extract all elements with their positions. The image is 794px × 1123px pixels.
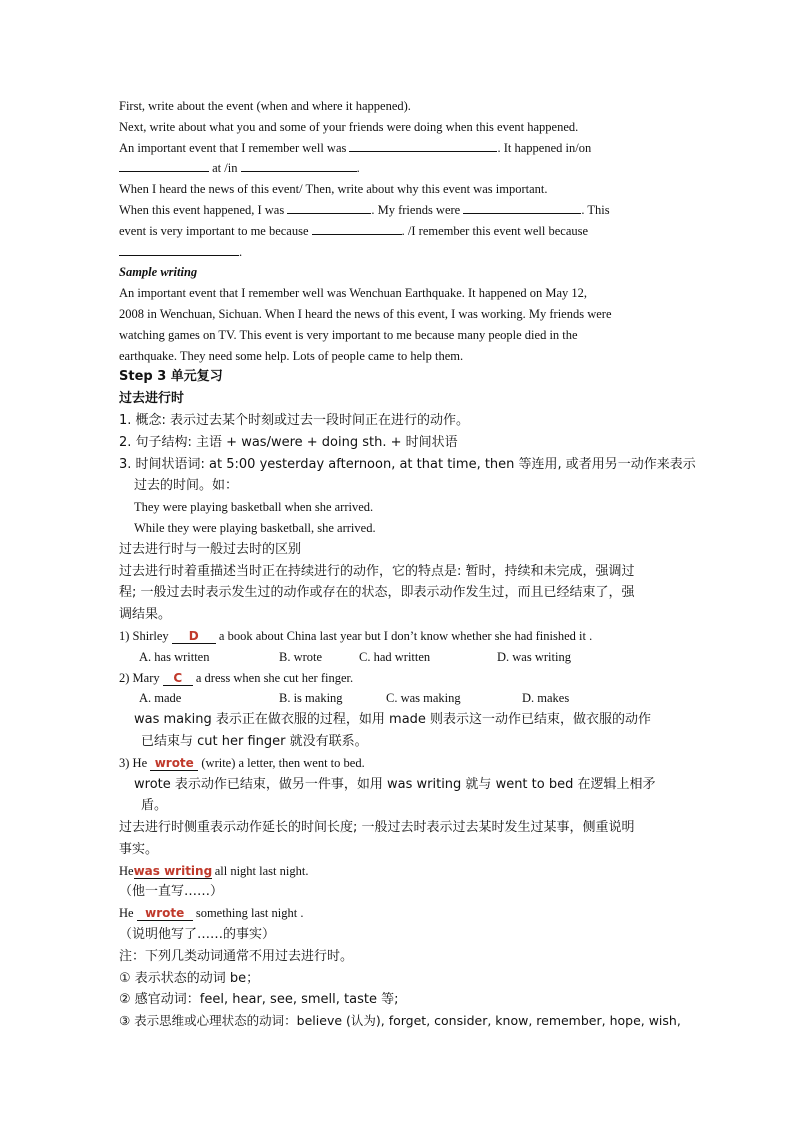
time-adverbial-item-cont: 过去的时间。如：: [134, 478, 239, 494]
blank-important-because[interactable]: [312, 222, 402, 235]
question-3-note: 盾。: [141, 798, 168, 814]
focus-example-1-note: （他一直写……）: [119, 884, 224, 900]
sample-heading: Sample writing: [119, 265, 198, 280]
example-sentence: They were playing basketball when she arrived.: [134, 500, 374, 515]
answer-blank[interactable]: D: [172, 629, 216, 644]
notes-item: ① 表示状态的动词 be；: [119, 970, 260, 986]
blank-friends-were[interactable]: [463, 201, 581, 214]
answer-blank[interactable]: wrote: [137, 906, 193, 921]
focus-text: 事实。: [119, 841, 159, 857]
question-2: 2) Mary C a dress when she cut her finger.: [119, 670, 354, 685]
sample-paragraph-line: earthquake. They need some help. Lots of people came to help them.: [119, 348, 464, 363]
question-3-note: wrote 表示动作已结束，做另一件事，如用 was writing 就与 went to bed 在逻辑上相矛: [134, 776, 656, 792]
sample-paragraph-line: watching games on TV. This event is very important to me because many people died in the: [119, 327, 578, 342]
answer-blank[interactable]: wrote: [150, 756, 198, 771]
instruction-line: Next, write about what you and some of your friends were doing when this event happened.: [119, 119, 579, 134]
blank-place[interactable]: [241, 159, 357, 172]
template-line: .: [119, 242, 679, 263]
option-a: A. has written: [139, 649, 210, 664]
sample-paragraph-line: 2008 in Wenchuan, Sichuan. When I heard the news of this event, I was working. My friends were: [119, 306, 612, 321]
blank-date[interactable]: [119, 159, 209, 172]
notes-title: 注：下列几类动词通常不用过去进行时。: [119, 948, 354, 964]
answer-blank[interactable]: was writing: [133, 863, 213, 878]
focus-text: 过去进行时侧重表示动作延长的时间长度; 一般过去时表示过去某时发生过某事，侧重说明: [119, 820, 635, 836]
instruction-line: When I heard the news of this event/ Then, write about why this event was important.: [119, 182, 548, 197]
focus-example-2: He wrote something last night .: [119, 906, 304, 921]
question-1-options: [119, 647, 679, 668]
concept-item: 1. 概念: 表示过去某个时刻或过去一段时间正在进行的动作。: [119, 412, 470, 428]
difference-title: 过去进行时与一般过去时的区别: [119, 541, 302, 557]
difference-text: 程; 一般过去时表示发生过的动作或存在的状态，即表示动作发生过，而且已经结束了，强: [119, 585, 635, 601]
answer-blank[interactable]: C: [163, 671, 193, 686]
question-1: 1) Shirley D a book about China last year but I don’t know whether she had finished it .: [119, 628, 593, 643]
difference-text: 过去进行时着重描述当时正在持续进行的动作，它的特点是: 暂时，持续和未完成，强调过: [119, 563, 635, 579]
template-line: When this event happened, I was . My friends were . This: [119, 202, 610, 217]
notes-item: ② 感官动词：feel, hear, see, smell, taste 等;: [119, 992, 399, 1008]
blank-event[interactable]: [349, 139, 497, 152]
option-c: C. was making: [386, 691, 461, 706]
option-a: A. made: [139, 691, 182, 706]
instruction-line: First, write about the event (when and where it happened).: [119, 99, 411, 113]
option-d: D. was writing: [497, 649, 571, 664]
step3-heading: Step 3 单元复习: [119, 369, 223, 385]
option-b: B. wrote: [279, 649, 323, 664]
sample-paragraph-line: An important event that I remember well was Wenchuan Earthquake. It happened on May 12,: [119, 286, 588, 301]
example-sentence: While they were playing basketball, she arrived.: [134, 520, 376, 535]
focus-example-1: Hewas writing all night last night.: [119, 863, 309, 878]
question-2-note: 已结束与 cut her finger 就没有联系。: [141, 733, 368, 749]
option-d: D. makes: [522, 691, 570, 706]
time-adverbial-item: 3. 时间状语词: at 5:00 yesterday afternoon, at that time, then 等连用, 或者用另一动作来表示: [119, 456, 696, 472]
notes-item: ③ 表示思维或心理状态的动词：believe (认为), forget, consider, know, remember, hope, wish,: [119, 1013, 681, 1029]
question-2-note: was making 表示正在做衣服的过程，如用 made 则表示这一动作已结束，做衣服的动作: [134, 712, 652, 728]
question-3: 3) He wrote (write) a letter, then went to bed.: [119, 755, 365, 770]
blank-remember-because[interactable]: [119, 243, 239, 256]
topic-heading: 过去进行时: [119, 391, 185, 407]
question-2-options: [119, 688, 679, 709]
focus-example-2-note: （说明他写了……的事实）: [119, 927, 276, 943]
structure-item: 2. 句子结构: 主语 + was/were + doing sth. + 时间状语: [119, 434, 458, 450]
difference-text: 调结果。: [119, 607, 172, 623]
option-b: B. is making: [279, 691, 343, 706]
option-c: C. had written: [359, 649, 431, 664]
template-line: event is very important to me because . /I remember this event well because: [119, 223, 589, 238]
template-line: An important event that I remember well was . It happened in/on: [119, 140, 592, 155]
document-page: [119, 96, 696, 1032]
blank-i-was[interactable]: [287, 201, 371, 214]
template-line: at /in .: [119, 158, 679, 179]
